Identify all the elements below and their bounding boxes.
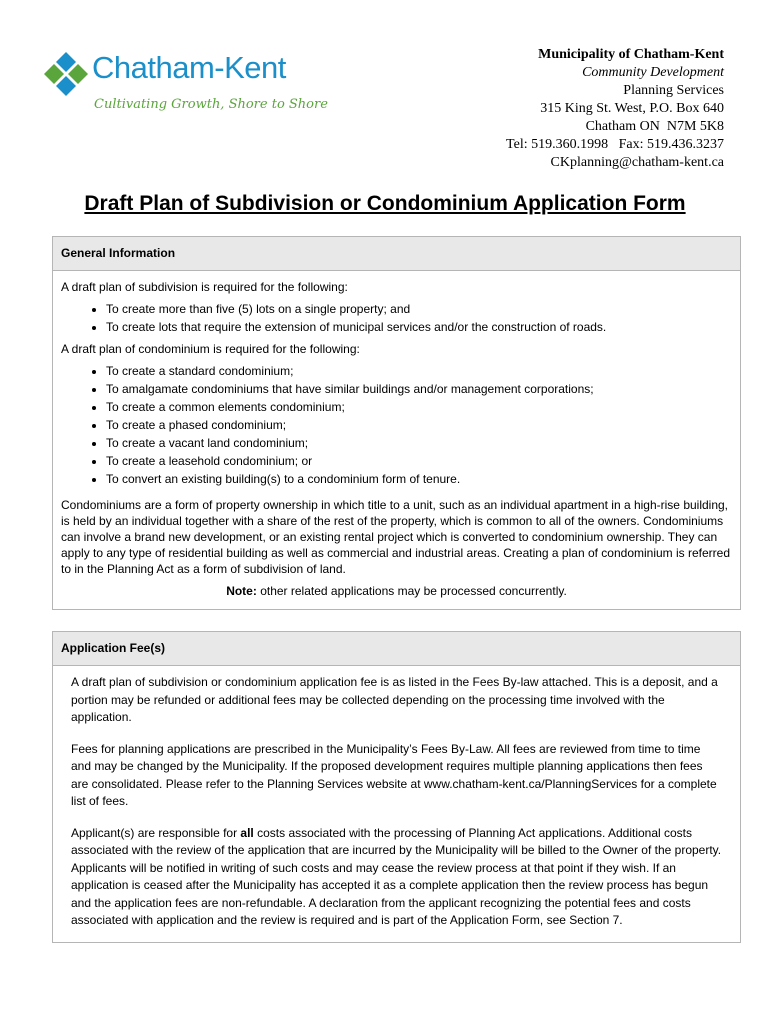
list-item: • To create a phased condominium; (106, 417, 732, 433)
subdivision-list (61, 301, 732, 335)
fees-paragraph-1: A draft plan of subdivision or condominium application fee is as listed in the Fees By-law attached. This is a deposit, and a portion may be refunded or additional fees may be collected depending on the processing time involved with the application. (71, 675, 718, 724)
condo-intro: A draft plan of condominium is required for the following: (61, 342, 360, 356)
p3-bold: all (240, 825, 254, 840)
list-item: • To create more than five (5) lots on a single property; and (106, 301, 732, 317)
list-item: • To create a leasehold condominium; or (106, 453, 732, 469)
list-item: • To create a standard condominium; (106, 363, 732, 379)
page-header (0, 0, 770, 180)
note-label: Note: (226, 584, 257, 598)
chatham-kent-logo (42, 50, 328, 120)
address-service: Planning Services (623, 83, 724, 98)
section-heading: General Information (53, 237, 740, 271)
address-phone: Tel: 519.360.1998 Fax: 519.436.3237 (506, 137, 724, 152)
condo-paragraph: Condominiums are a form of property ownership in which title to a unit, such as an individual apartment in a high-rise building, is held by an individual together with a share of the rest of the property, which is common to all of the owners. Condominiums can involve a brand new development, or an existing rental project which is converted to condominium ownership. They can apply to any type of residential building as well as commercial and industrial areas. Creating a plan of condominium is referred to in the Planning Act as a form of subdivision of land. (61, 498, 731, 576)
municipality-address (506, 46, 724, 172)
section-heading: Application Fee(s) (53, 632, 740, 666)
note-text: other related applications may be processed concurrently. (256, 584, 567, 598)
address-street: 315 King St. West, P.O. Box 640 (540, 101, 724, 116)
condo-list (61, 363, 732, 487)
fees-paragraph-3 (71, 825, 722, 930)
note-line (61, 583, 732, 599)
address-org: Municipality of Chatham-Kent (538, 47, 724, 62)
logo-name: Chatham-Kent (92, 50, 286, 85)
section-body (53, 666, 740, 942)
general-information-section (52, 236, 741, 610)
logo-diamond-icon (42, 50, 90, 98)
p3-after: costs associated with the processing of Planning Act applications. Additional costs associated with the review of the application that are incurred by the Municipality will be billed to the Owner of the property. Applicants will be notified in writing of such costs and may cease the review process at that point if they wish. If an application is ceased after the Municipality has accepted it as a complete application then the review process has begun and the application fees are non-refundable. A declaration from the applicant recognizing the potential fees and costs associated with application and the review is required and is part of the Application Form, see Section 7. (71, 825, 722, 927)
address-email[interactable]: CKplanning@chatham-kent.ca (550, 155, 724, 170)
list-item: • To create a vacant land condominium; (106, 435, 732, 451)
list-item: • To amalgamate condominiums that have similar buildings and/or management corporations; (106, 381, 732, 397)
subdivision-intro: A draft plan of subdivision is required for the following: (61, 280, 348, 294)
address-city: Chatham ON N7M 5K8 (585, 119, 724, 134)
section-body (53, 271, 740, 609)
p3-before: Applicant(s) are responsible for (71, 825, 241, 840)
list-item: • To convert an existing building(s) to a condominium form of tenure. (106, 471, 732, 487)
address-dept: Community Development (582, 65, 724, 80)
application-fees-section (52, 631, 741, 943)
list-item: • To create lots that require the extension of municipal services and/or the construction of roads. (106, 319, 732, 335)
page-title: Draft Plan of Subdivision or Condominium Application Form (84, 192, 686, 215)
logo-tagline: Cultivating Growth, Shore to Shore (94, 97, 328, 112)
list-item: • To create a common elements condominium; (106, 399, 732, 415)
fees-paragraph-2: Fees for planning applications are prescribed in the Municipality’s Fees By-Law. All fees are reviewed from time to time and may be changed by the Municipality. If the proposed development requires multiple planning applications then fees are consolidated. Please refer to the Planning Services website at www.chatham-kent.ca/PlanningServices for a complete list of fees. (71, 741, 717, 808)
